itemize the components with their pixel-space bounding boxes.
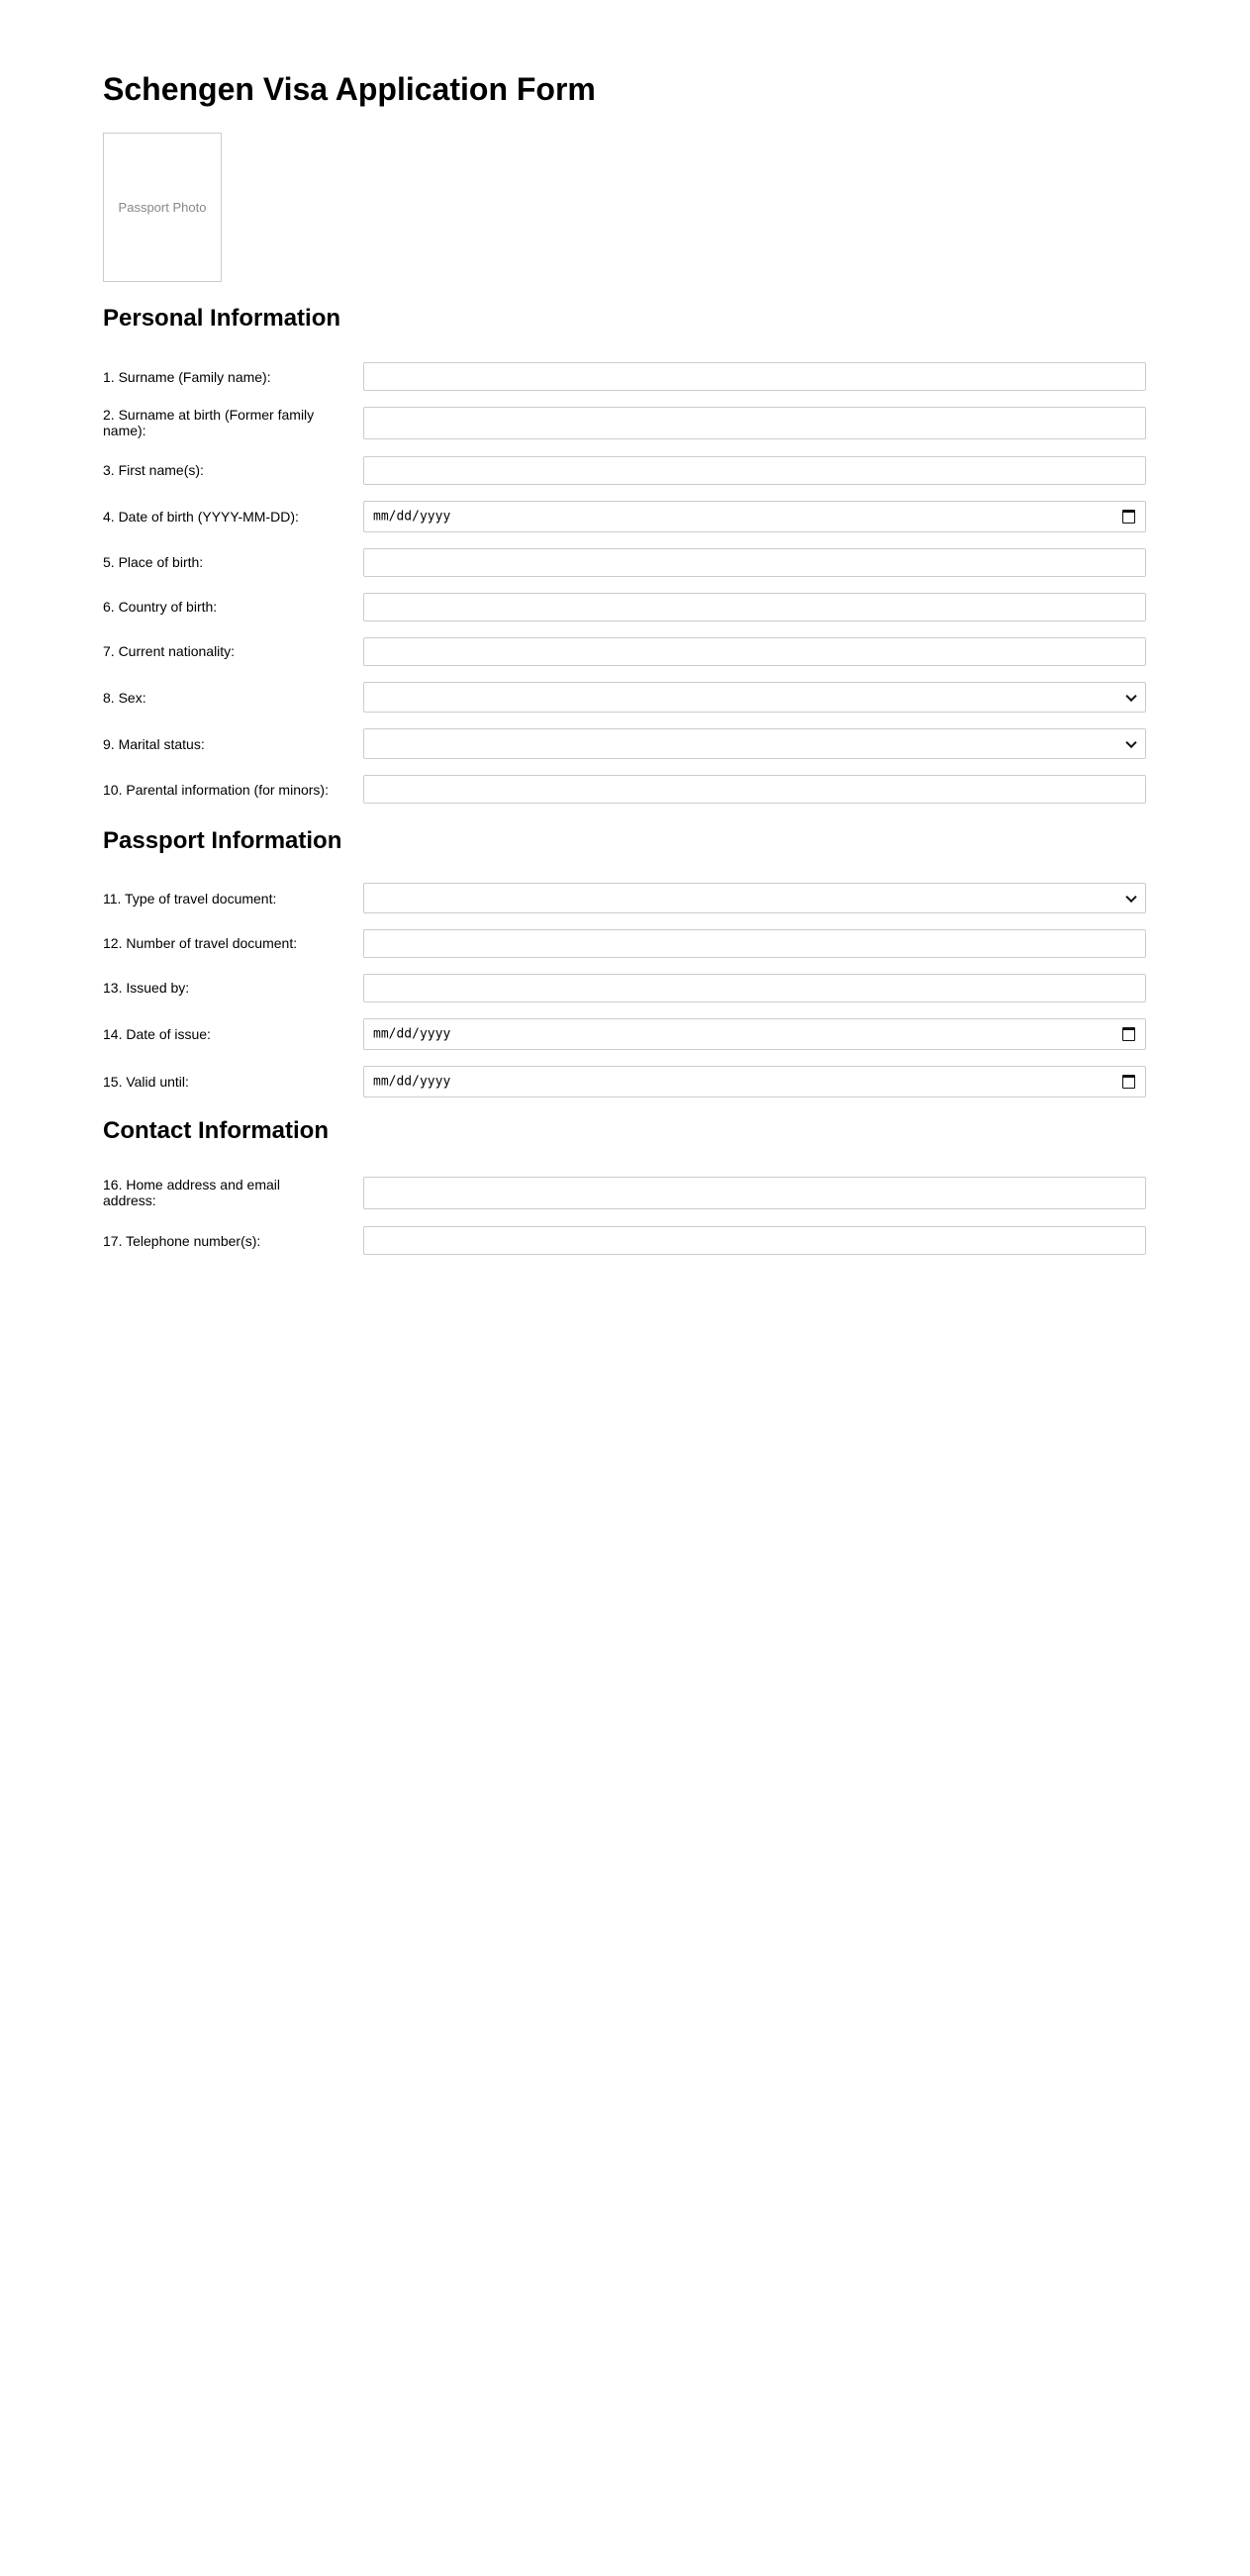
field-label: 13. Issued by: xyxy=(103,980,190,996)
field-label: 6. Country of birth: xyxy=(103,599,218,615)
field-label: 16. Home address and email address: xyxy=(103,1177,280,1208)
surname-at-birth-input[interactable] xyxy=(363,407,1146,439)
field-label: 1. Surname (Family name): xyxy=(103,369,271,385)
calendar-icon[interactable] xyxy=(1122,1075,1135,1089)
section-heading-passport: Passport Information xyxy=(103,827,342,854)
field-label: 10. Parental information (for minors): xyxy=(103,782,329,798)
parental-info-input[interactable] xyxy=(363,775,1146,804)
surname-input[interactable] xyxy=(363,362,1146,391)
field-label: 9. Marital status: xyxy=(103,736,205,752)
field-label: 5. Place of birth: xyxy=(103,554,204,570)
chevron-down-icon xyxy=(1125,736,1136,747)
field-label: 12. Number of travel document: xyxy=(103,935,298,951)
calendar-icon[interactable] xyxy=(1122,510,1135,524)
date-placeholder: mm/dd/yyyy xyxy=(373,509,451,525)
page-title: Schengen Visa Application Form xyxy=(103,71,596,107)
country-of-birth-input[interactable] xyxy=(363,593,1146,621)
valid-until-input[interactable] xyxy=(363,1066,1146,1097)
calendar-icon[interactable] xyxy=(1122,1027,1135,1041)
field-label: 17. Telephone number(s): xyxy=(103,1233,261,1249)
first-name-input[interactable] xyxy=(363,456,1146,485)
home-address-input[interactable] xyxy=(363,1177,1146,1209)
document-type-select[interactable] xyxy=(363,883,1146,913)
section-heading-contact: Contact Information xyxy=(103,1117,329,1144)
nationality-input[interactable] xyxy=(363,637,1146,666)
field-label: 8. Sex: xyxy=(103,690,146,706)
field-label: 2. Surname at birth (Former family name): xyxy=(103,407,315,438)
passport-photo-box[interactable] xyxy=(103,133,222,282)
field-label: 14. Date of issue: xyxy=(103,1026,211,1042)
passport-photo-label: Passport Photo xyxy=(118,200,207,215)
date-placeholder: mm/dd/yyyy xyxy=(373,1074,451,1090)
date-placeholder: mm/dd/yyyy xyxy=(373,1026,451,1042)
chevron-down-icon xyxy=(1125,891,1136,902)
document-number-input[interactable] xyxy=(363,929,1146,958)
field-label: 3. First name(s): xyxy=(103,462,204,478)
telephone-input[interactable] xyxy=(363,1226,1146,1255)
place-of-birth-input[interactable] xyxy=(363,548,1146,577)
date-of-issue-input[interactable] xyxy=(363,1018,1146,1050)
field-label: 7. Current nationality: xyxy=(103,643,236,659)
section-heading-personal: Personal Information xyxy=(103,305,341,332)
field-label: 11. Type of travel document: xyxy=(103,891,277,906)
issued-by-input[interactable] xyxy=(363,974,1146,1002)
date-of-birth-input[interactable] xyxy=(363,501,1146,532)
marital-status-select[interactable] xyxy=(363,728,1146,759)
sex-select[interactable] xyxy=(363,682,1146,713)
chevron-down-icon xyxy=(1125,690,1136,701)
field-label: 4. Date of birth (YYYY-MM-DD): xyxy=(103,509,299,525)
field-label: 15. Valid until: xyxy=(103,1074,189,1090)
